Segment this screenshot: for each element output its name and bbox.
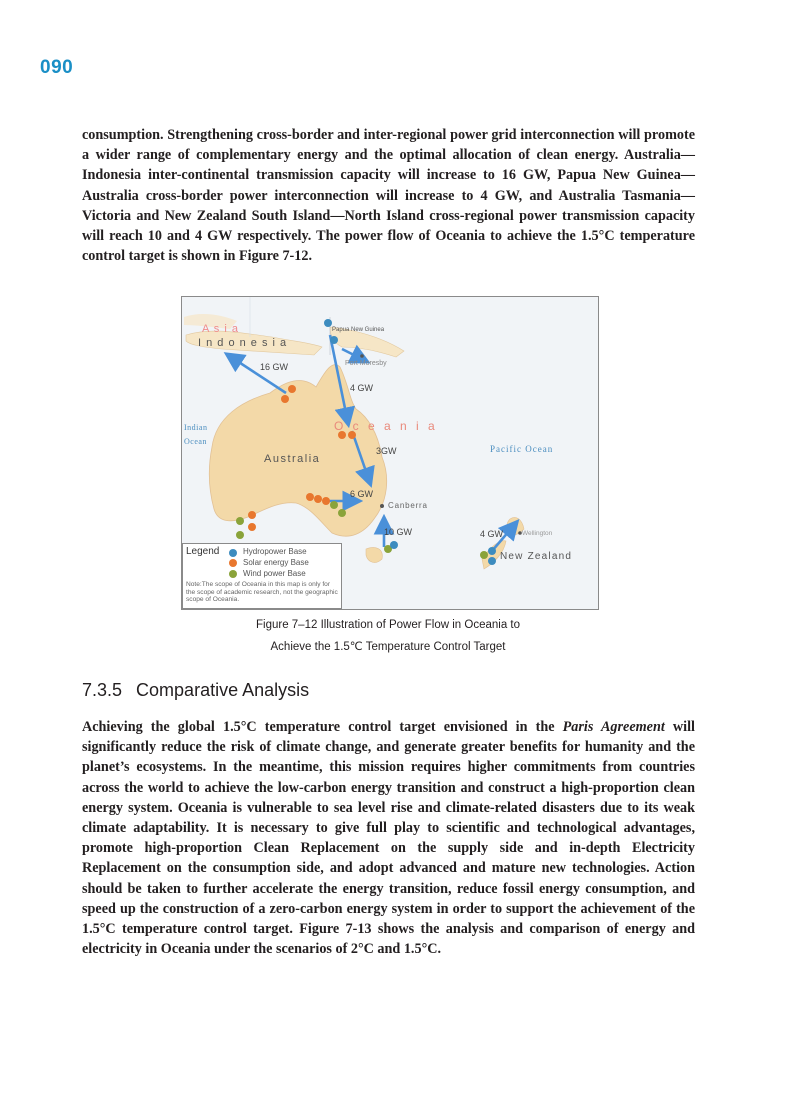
legend-solar: Solar energy Base — [243, 558, 309, 567]
hydro-base-marker — [488, 547, 496, 555]
wind-legend-icon — [229, 570, 237, 578]
label-wellington: Wellington — [522, 530, 553, 537]
body-paragraph-1: consumption. Strengthening cross-border and inter-regional power grid interconnection will promote a wider range of complementary energy and the optimal allocation of clean energy. Australia—Indonesia inter-continental transmission capacity will increase to 16 GW, Papua New Guinea—Australia cross-border power interconnection will increase to 4 GW, and Australia Tasmania—Victoria and New Zealand South Island—North Island cross-regional power transmission capacity will reach 10 and 4 GW respectively. The power flow of Oceania to achieve the 1.5°C temperature control target is shown in Figure 7-12. — [82, 127, 695, 265]
oceania-power-flow-map — [181, 296, 599, 610]
solar-legend-icon — [229, 559, 237, 567]
label-indonesia: I n d o n e s i a — [198, 337, 288, 349]
wind-base-marker — [338, 509, 346, 517]
solar-base-marker — [248, 523, 256, 531]
flow-label-4gw-nz: 4 GW — [480, 529, 504, 539]
solar-base-marker — [288, 385, 296, 393]
flow-label-16gw: 16 GW — [260, 362, 289, 372]
label-new-zealand: New Zealand — [500, 551, 573, 562]
wind-base-marker — [236, 517, 244, 525]
solar-base-marker — [248, 511, 256, 519]
label-australia: Australia — [264, 453, 321, 465]
paris-agreement-italic: Paris Agreement — [562, 719, 665, 735]
flow-label-10gw: 10 GW — [384, 527, 413, 537]
solar-base-marker — [306, 493, 314, 501]
body-paragraph-2 — [82, 717, 695, 959]
paragraph-2-text-start: Achieving the global 1.5°C temperature control target envisioned in the — [82, 719, 563, 735]
label-papua-new-guinea: Papua New Guinea — [332, 327, 385, 333]
legend-wind: Wind power Base — [243, 569, 306, 578]
hydro-base-marker — [324, 319, 332, 327]
legend-note: Note:The scope of Oceania in this map is only for the scope of academic research, not the geographic scope of Oceania. — [186, 581, 338, 604]
hydro-base-marker — [330, 336, 338, 344]
legend-title: Legend — [186, 546, 220, 557]
solar-base-marker — [281, 395, 289, 403]
wind-base-marker — [480, 551, 488, 559]
map-legend — [182, 543, 342, 609]
hydro-legend-icon — [229, 549, 237, 557]
section-heading — [82, 680, 309, 701]
label-port-moresby: Port Moresby — [345, 360, 387, 367]
label-pacific-ocean: Pacific Ocean — [490, 444, 554, 454]
label-indian-ocean-2: Ocean — [184, 437, 207, 446]
section-title: Comparative Analysis — [136, 680, 310, 700]
city-marker-canberra — [380, 504, 384, 508]
wind-base-marker — [236, 531, 244, 539]
solar-base-marker — [314, 495, 322, 503]
label-indian-ocean-1: Indian — [184, 423, 208, 432]
hydro-base-marker — [390, 541, 398, 549]
label-canberra: Canberra — [388, 501, 428, 510]
flow-label-6gw: 6 GW — [350, 489, 374, 499]
legend-hydro: Hydropower Base — [243, 547, 307, 556]
city-marker-port-moresby — [360, 354, 364, 358]
page-number: 090 — [40, 57, 74, 78]
flow-label-4gw-png: 4 GW — [350, 383, 374, 393]
figure-caption-line-2: Achieve the 1.5℃ Temperature Control Target — [270, 641, 506, 653]
label-oceania: O c e a n i a — [334, 419, 438, 433]
flow-label-3gw: 3GW — [376, 446, 397, 456]
hydro-base-marker — [488, 557, 496, 565]
paragraph-2-text-end: will significantly reduce the risk of climate change, and generate greater benefits for humanity and the planet’s ecosystems. In the meantime, this mission requires higher commitments from countries across the world to achieve the low-carbon energy transition and construct a high-proportion clean energy system. Oceania is vulnerable to sea level rise and climate-related disasters due to its weak climate adaptability. It is necessary to give full play to scientific and technological advantages, promote high-proportion Clean Replacement on the supply side and in-depth Electricity Replacement on the consumption side, and adopt advanced and mature new technologies. Action should be taken to further accelerate the energy transition, reduce fossil energy consumption, and speed up the construction of a zero-carbon energy system in order to support the achievement of the 1.5°C temperature control target. Figure 7-13 shows the analysis and comparison of energy and electricity in Oceania under the scenarios of 2°C and 1.5°C. — [82, 719, 695, 958]
wind-base-marker — [330, 501, 338, 509]
solar-base-marker — [322, 497, 330, 505]
label-asia: A s i a — [202, 323, 239, 335]
section-number: 7.3.5 — [82, 680, 123, 700]
figure-caption-line-1: Figure 7–12 Illustration of Power Flow in Oceania to — [256, 619, 520, 631]
tasmania-landmass — [366, 547, 382, 562]
